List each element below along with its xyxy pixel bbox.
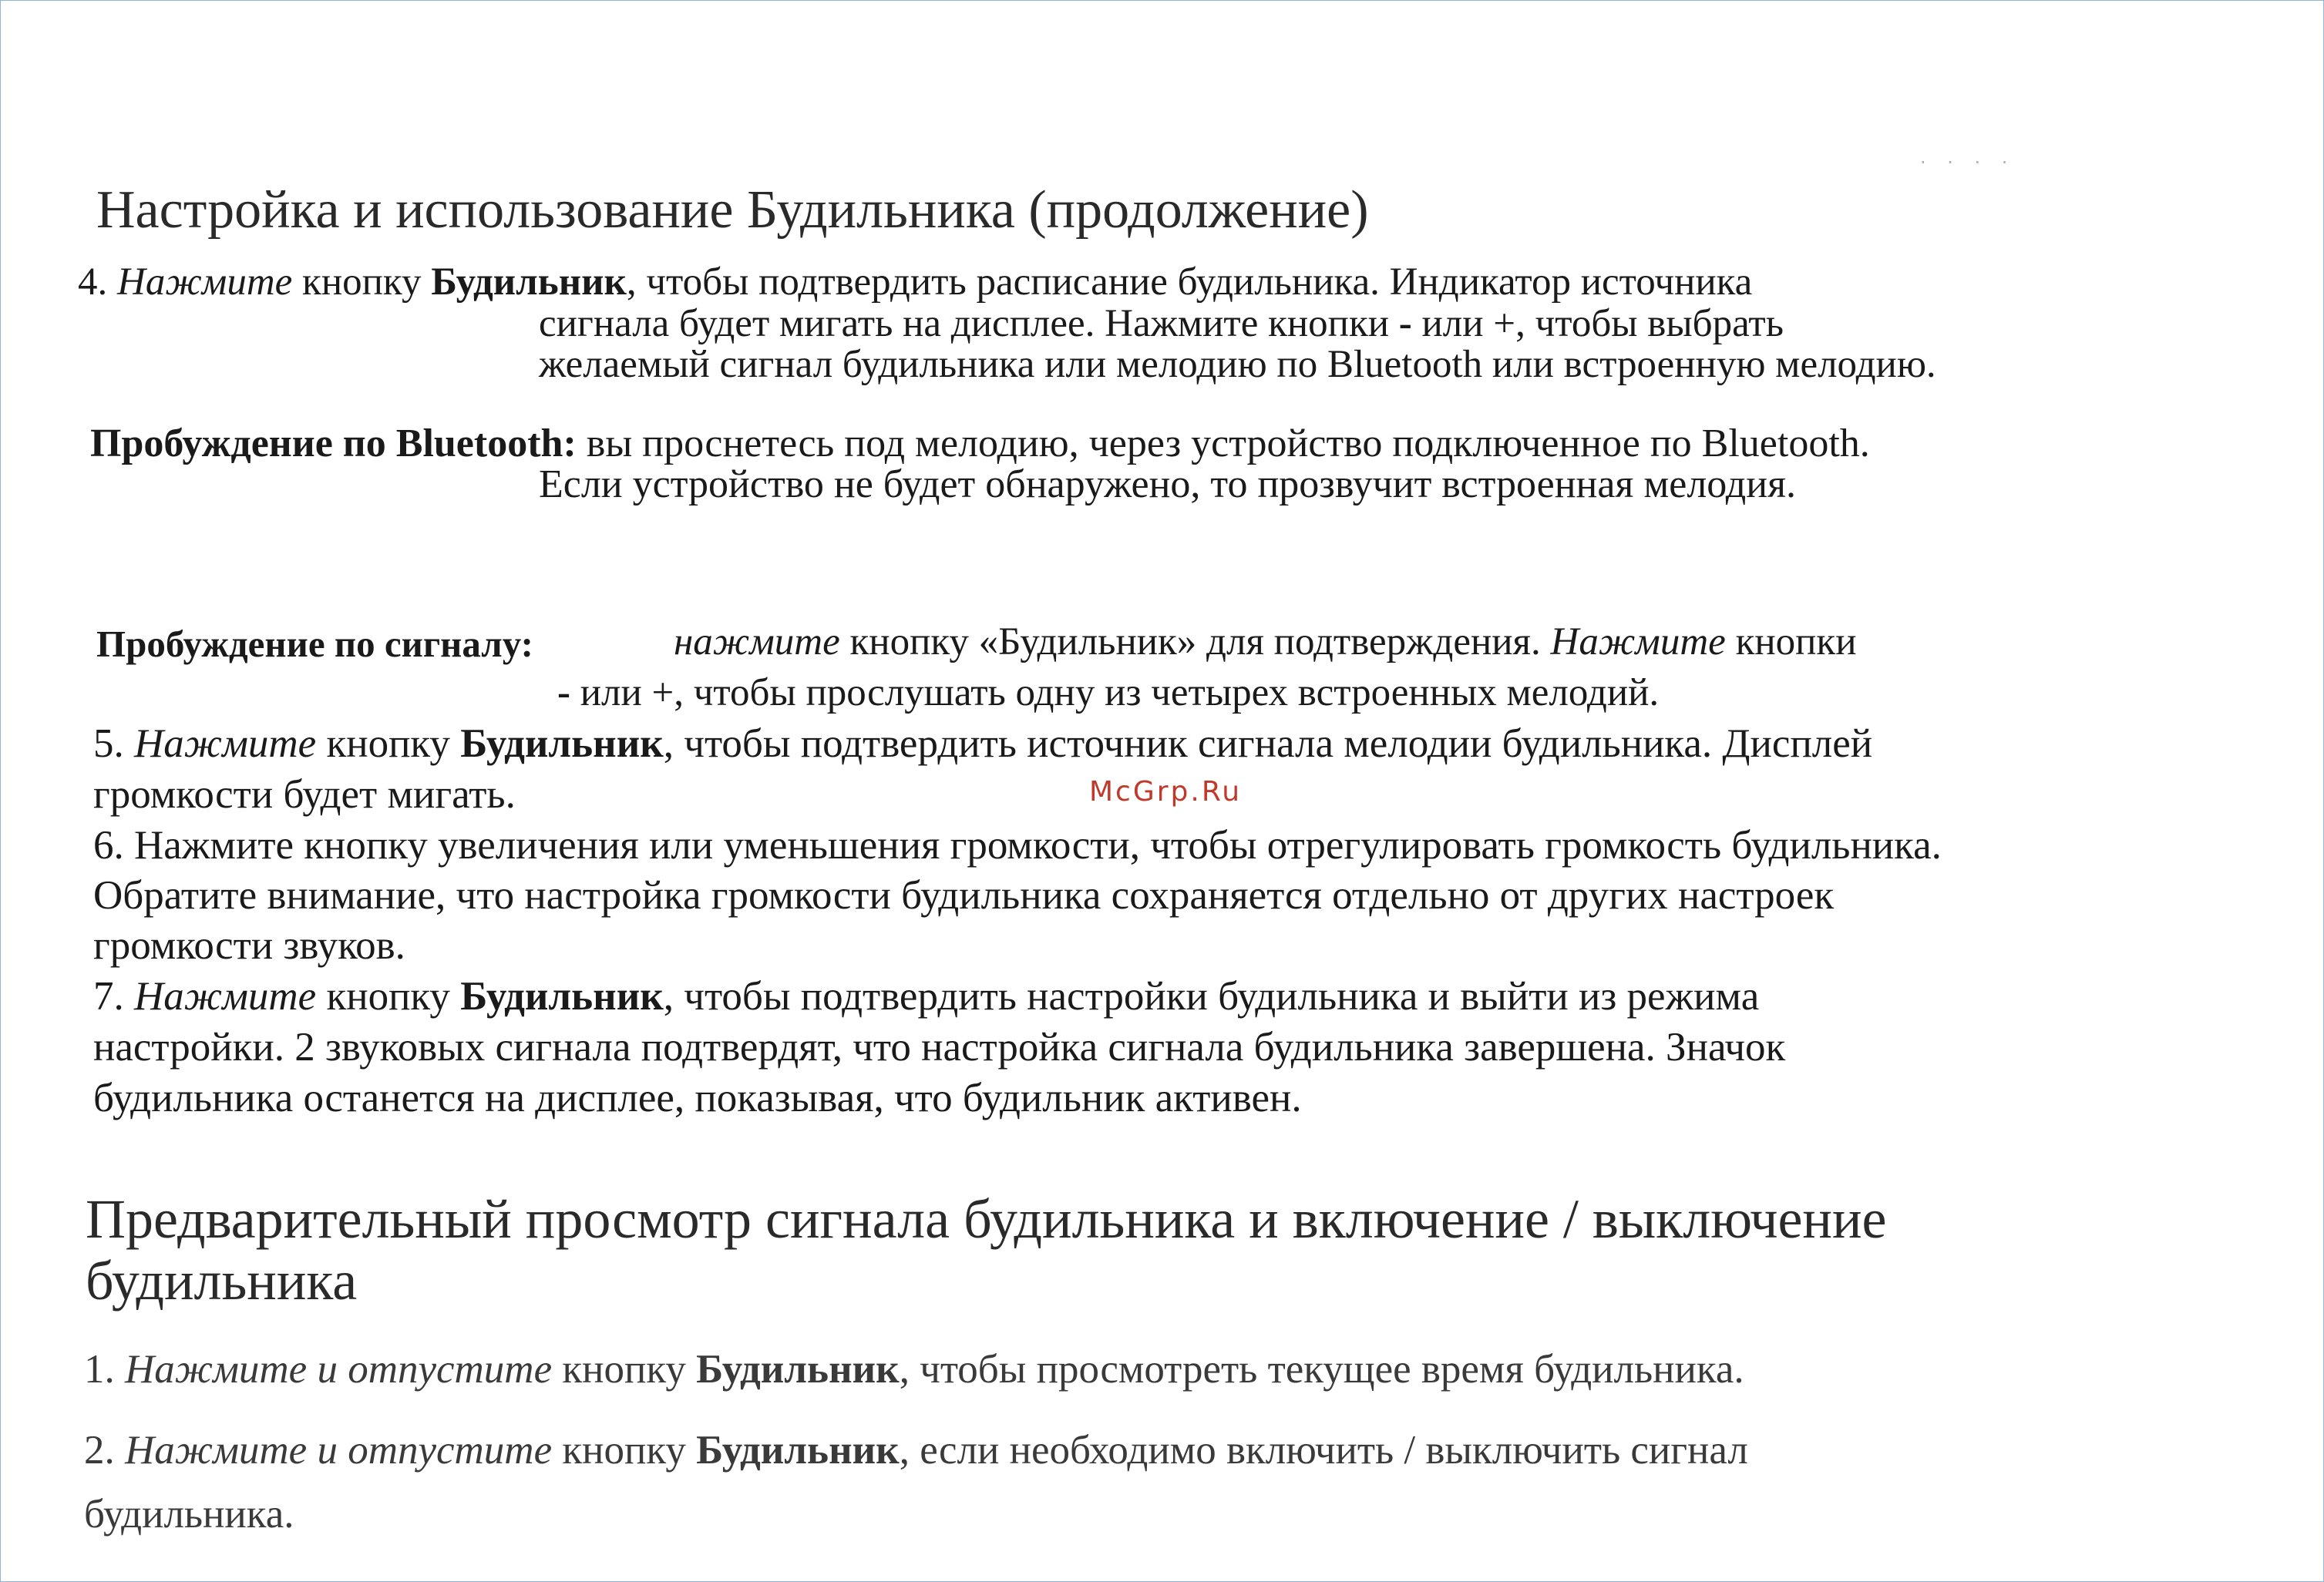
step-4-line-2-text-b: или +, чтобы выбрать: [1411, 302, 1784, 345]
preview-step-1-verb: Нажмите и отпустите: [125, 1347, 553, 1392]
step-5-verb: Нажмите: [134, 721, 317, 766]
bluetooth-wake-label: Пробуждение по Bluetooth:: [90, 422, 577, 465]
section-title-alarm-setup: Настройка и использование Будильника (продолжение): [96, 180, 1369, 240]
preview-step-1-text: кнопку: [552, 1347, 697, 1392]
signal-wake-verb-1: нажмите: [674, 620, 840, 663]
step-7-line-1: [93, 973, 1759, 1019]
signal-wake-verb-2: Нажмите: [1550, 620, 1726, 663]
preview-step-2-line-2: будильника.: [84, 1492, 294, 1537]
signal-wake-line-2: [557, 670, 1659, 715]
step-6-line-3: громкости звуков.: [93, 923, 405, 968]
corner-mark: · · · ·: [1920, 152, 2016, 173]
step-7-line-2: настройки. 2 звуковых сигнала подтвердят, что настройка сигнала будильника завершена. Значок: [93, 1025, 1786, 1070]
step-4-minus: -: [1398, 302, 1412, 345]
step-7-button-name: Будильник: [460, 974, 664, 1019]
step-5-button-name: Будильник: [460, 721, 664, 766]
step-7-verb: Нажмите: [134, 974, 317, 1019]
signal-wake-minus: -: [557, 671, 570, 714]
preview-step-2-number: 2.: [84, 1428, 125, 1473]
step-4-text-2: , чтобы подтвердить расписание будильника. Индикатор источника: [626, 260, 1753, 304]
step-4-line-3: желаемый сигнал будильника или мелодию по Bluetooth или встроенную мелодию.: [539, 343, 1936, 386]
step-4-line-2: [539, 301, 1784, 346]
watermark: McGrp.Ru: [1089, 776, 1243, 808]
bluetooth-wake-line-2: Если устройство не будет обнаружено, то прозвучит встроенная мелодия.: [539, 462, 1796, 506]
preview-step-2-text-2: , если необходимо включить / выключить сигнал: [899, 1428, 1748, 1473]
section-title-preview-line-2: будильника: [86, 1250, 358, 1312]
step-4-line-1: [78, 260, 1752, 304]
bluetooth-wake-text: вы проснетесь под мелодию, через устройство подключенное по Bluetooth.: [576, 422, 1870, 465]
signal-wake-line-2-text: или +, чтобы прослушать одну из четырех встроенных мелодий.: [570, 671, 1660, 714]
step-5-number: 5.: [93, 721, 134, 766]
step-4-verb: Нажмите: [117, 260, 293, 304]
step-7-number: 7.: [93, 974, 134, 1019]
step-7-line-3: будильника останется на дисплее, показывая, что будильник активен.: [93, 1076, 1302, 1120]
signal-wake-text-2: кнопки: [1725, 620, 1857, 663]
step-4-button-name: Будильник: [431, 260, 627, 304]
preview-step-1-number: 1.: [84, 1347, 125, 1392]
step-5-line-2: громкости будет мигать.: [93, 772, 516, 817]
preview-step-2-line-1: [84, 1427, 1748, 1473]
preview-step-1: [84, 1346, 1744, 1392]
signal-wake-label: Пробуждение по сигналу:: [96, 623, 533, 665]
step-7-text: кнопку: [316, 974, 461, 1019]
step-7-text-2: , чтобы подтвердить настройки будильника и выйти из режима: [663, 974, 1760, 1019]
step-6-line-1: 6. Нажмите кнопку увеличения или уменьшения громкости, чтобы отрегулировать громкость будильника.: [93, 823, 1942, 868]
step-5-text-2: , чтобы подтвердить источник сигнала мелодии будильника. Дисплей: [663, 721, 1873, 766]
signal-wake-label-wrap: [96, 622, 533, 666]
step-5-line-1: [93, 720, 1872, 767]
section-title-preview-line-1: Предварительный просмотр сигнала будильника и включение / выключение: [86, 1188, 1887, 1250]
preview-step-2-text: кнопку: [552, 1428, 697, 1473]
step-4-text: кнопку: [292, 260, 432, 304]
preview-step-2-verb: Нажмите и отпустите: [125, 1428, 553, 1473]
signal-wake-line-1: [674, 620, 1857, 664]
preview-step-1-button-name: Будильник: [696, 1347, 900, 1392]
bluetooth-wake-line-1: [90, 421, 1870, 466]
signal-wake-text-1: кнопку «Будильник» для подтверждения.: [839, 620, 1551, 663]
preview-step-1-text-2: , чтобы просмотреть текущее время будильника.: [899, 1347, 1744, 1392]
step-5-text: кнопку: [316, 721, 461, 766]
step-6-line-2: Обратите внимание, что настройка громкости будильника сохраняется отдельно от других настроек: [93, 873, 1835, 918]
preview-step-2-button-name: Будильник: [696, 1428, 900, 1473]
step-4-line-2-text: сигнала будет мигать на дисплее. Нажмите кнопки: [539, 302, 1399, 345]
step-4-number: 4.: [78, 260, 117, 304]
